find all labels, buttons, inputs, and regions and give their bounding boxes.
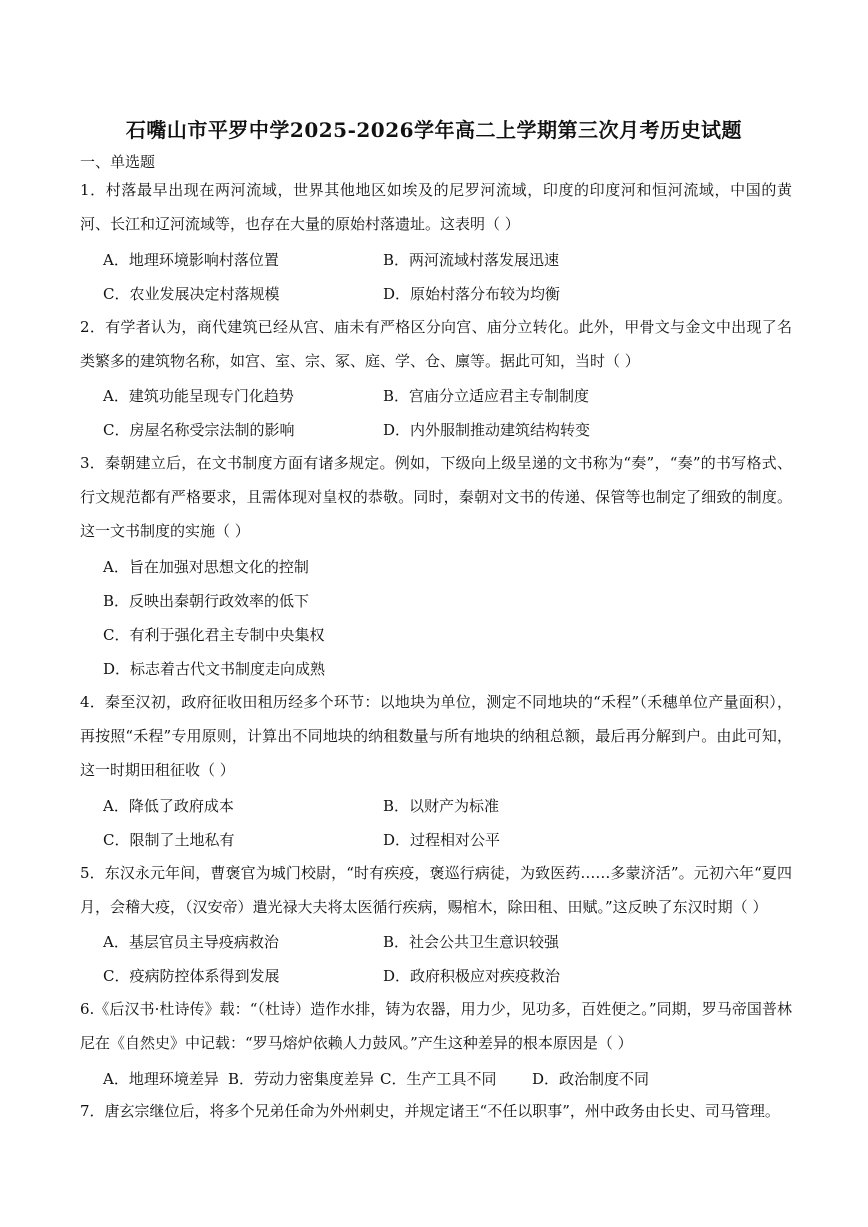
question-7-stem: 7．唐玄宗继位后，将多个兄弟任命为外州刺史，并规定诸王“不任以职事”，州中政务由长史、司马管理。 [80, 1102, 780, 1120]
question-4-stem: 4．秦至汉初，政府征收田租历经多个环节：以地块为单位，测定不同地块的“禾程”（禾穗单位产量面积），再按照“禾程”专用原则，计算出不同地块的纳租数量与所有地块的纳租总额，最后再分解到户。由此可知，这一时期田租征收（ ） [80, 693, 792, 779]
question-2-option-d[interactable]: D．内外服制推动建筑结构转变 [383, 421, 591, 439]
question-3-option-c[interactable]: C．有利于强化君主专制中央集权 [103, 626, 325, 644]
question-5-option-a[interactable]: A．基层官员主导疫病救治 [103, 933, 279, 951]
question-1-stem: 1．村落最早出现在两河流域，世界其他地区如埃及的尼罗河流域，印度的印度河和恒河流域，中国的黄河、长江和辽河流域等，也存在大量的原始村落遗址。这表明（ ） [80, 181, 792, 233]
question-5-option-b[interactable]: B．社会公共卫生意识较强 [383, 933, 560, 951]
question-5-option-d[interactable]: D．政府积极应对疾疫救治 [383, 967, 561, 985]
question-3-option-d[interactable]: D．标志着古代文书制度走向成熟 [103, 660, 326, 678]
question-3-option-a[interactable]: A．旨在加强对思想文化的控制 [103, 558, 309, 576]
question-6-option-c[interactable]: C．生产工具不同 [380, 1070, 497, 1088]
question-2-option-c[interactable]: C．房屋名称受宗法制的影响 [103, 421, 295, 439]
question-4-option-d[interactable]: D．过程相对公平 [383, 831, 501, 849]
question-6-option-d[interactable]: D．政治制度不同 [532, 1070, 650, 1088]
question-4-option-b[interactable]: B．以财产为标准 [383, 797, 500, 815]
question-6-stem: 6.《后汉书·杜诗传》载：“（杜诗）造作水排，铸为农器，用力少，见功多，百姓便之。”同期，罗马帝国普林尼在《自然史》中记载：“罗马熔炉依赖人力鼓风。”产生这种差异的根本原因是（ ） [80, 1000, 792, 1052]
question-5-option-c[interactable]: C．疫病防控体系得到发展 [103, 967, 280, 985]
question-2-stem: 2．有学者认为，商代建筑已经从宫、庙未有严格区分向宫、庙分立转化。此外，甲骨文与金文中出现了名类繁多的建筑物名称，如宫、室、宗、冢、庭、学、仓、廪等。据此可知，当时（ ） [80, 318, 792, 370]
question-1-option-b[interactable]: B．两河流域村落发展迅速 [383, 251, 560, 269]
question-5-stem: 5．东汉永元年间，曹褒官为城门校尉，“时有疾疫，褒巡行病徒，为致医药……多蒙济活”。元初六年“夏四月，会稽大疫，（汉安帝）遣光禄大夫将太医循行疾病，赐棺木，除田租、田赋。”这反映了东汉时期（ ） [80, 864, 792, 916]
question-1-option-c[interactable]: C．农业发展决定村落规模 [103, 285, 280, 303]
question-6-option-a[interactable]: A．地理环境差异 [103, 1070, 219, 1088]
question-2-option-b[interactable]: B．宫庙分立适应君主专制制度 [383, 387, 590, 405]
question-3-stem: 3．秦朝建立后，在文书制度方面有诸多规定。例如，下级向上级呈递的文书称为“奏”，“奏”的书写格式、行文规范都有严格要求，且需体现对皇权的恭敬。同时，秦朝对文书的传递、保管等也制定了细致的制度。这一文书制度的实施（ ） [80, 454, 792, 540]
question-4-option-c[interactable]: C．限制了土地私有 [103, 831, 235, 849]
question-4-option-a[interactable]: A．降低了政府成本 [103, 797, 234, 815]
question-1-option-d[interactable]: D．原始村落分布较为均衡 [383, 285, 561, 303]
question-2-option-a[interactable]: A．建筑功能呈现专门化趋势 [103, 387, 294, 405]
question-1-option-a[interactable]: A．地理环境影响村落位置 [103, 251, 279, 269]
section-heading: 一、单选题 [80, 153, 156, 171]
question-3-option-b[interactable]: B．反映出秦朝行政效率的低下 [103, 592, 310, 610]
question-6-option-b[interactable]: B．劳动力密集度差异 [228, 1070, 375, 1088]
page-title: 石嘴山市平罗中学2025-2026学年高二上学期第三次月考历史试题 [125, 118, 743, 142]
